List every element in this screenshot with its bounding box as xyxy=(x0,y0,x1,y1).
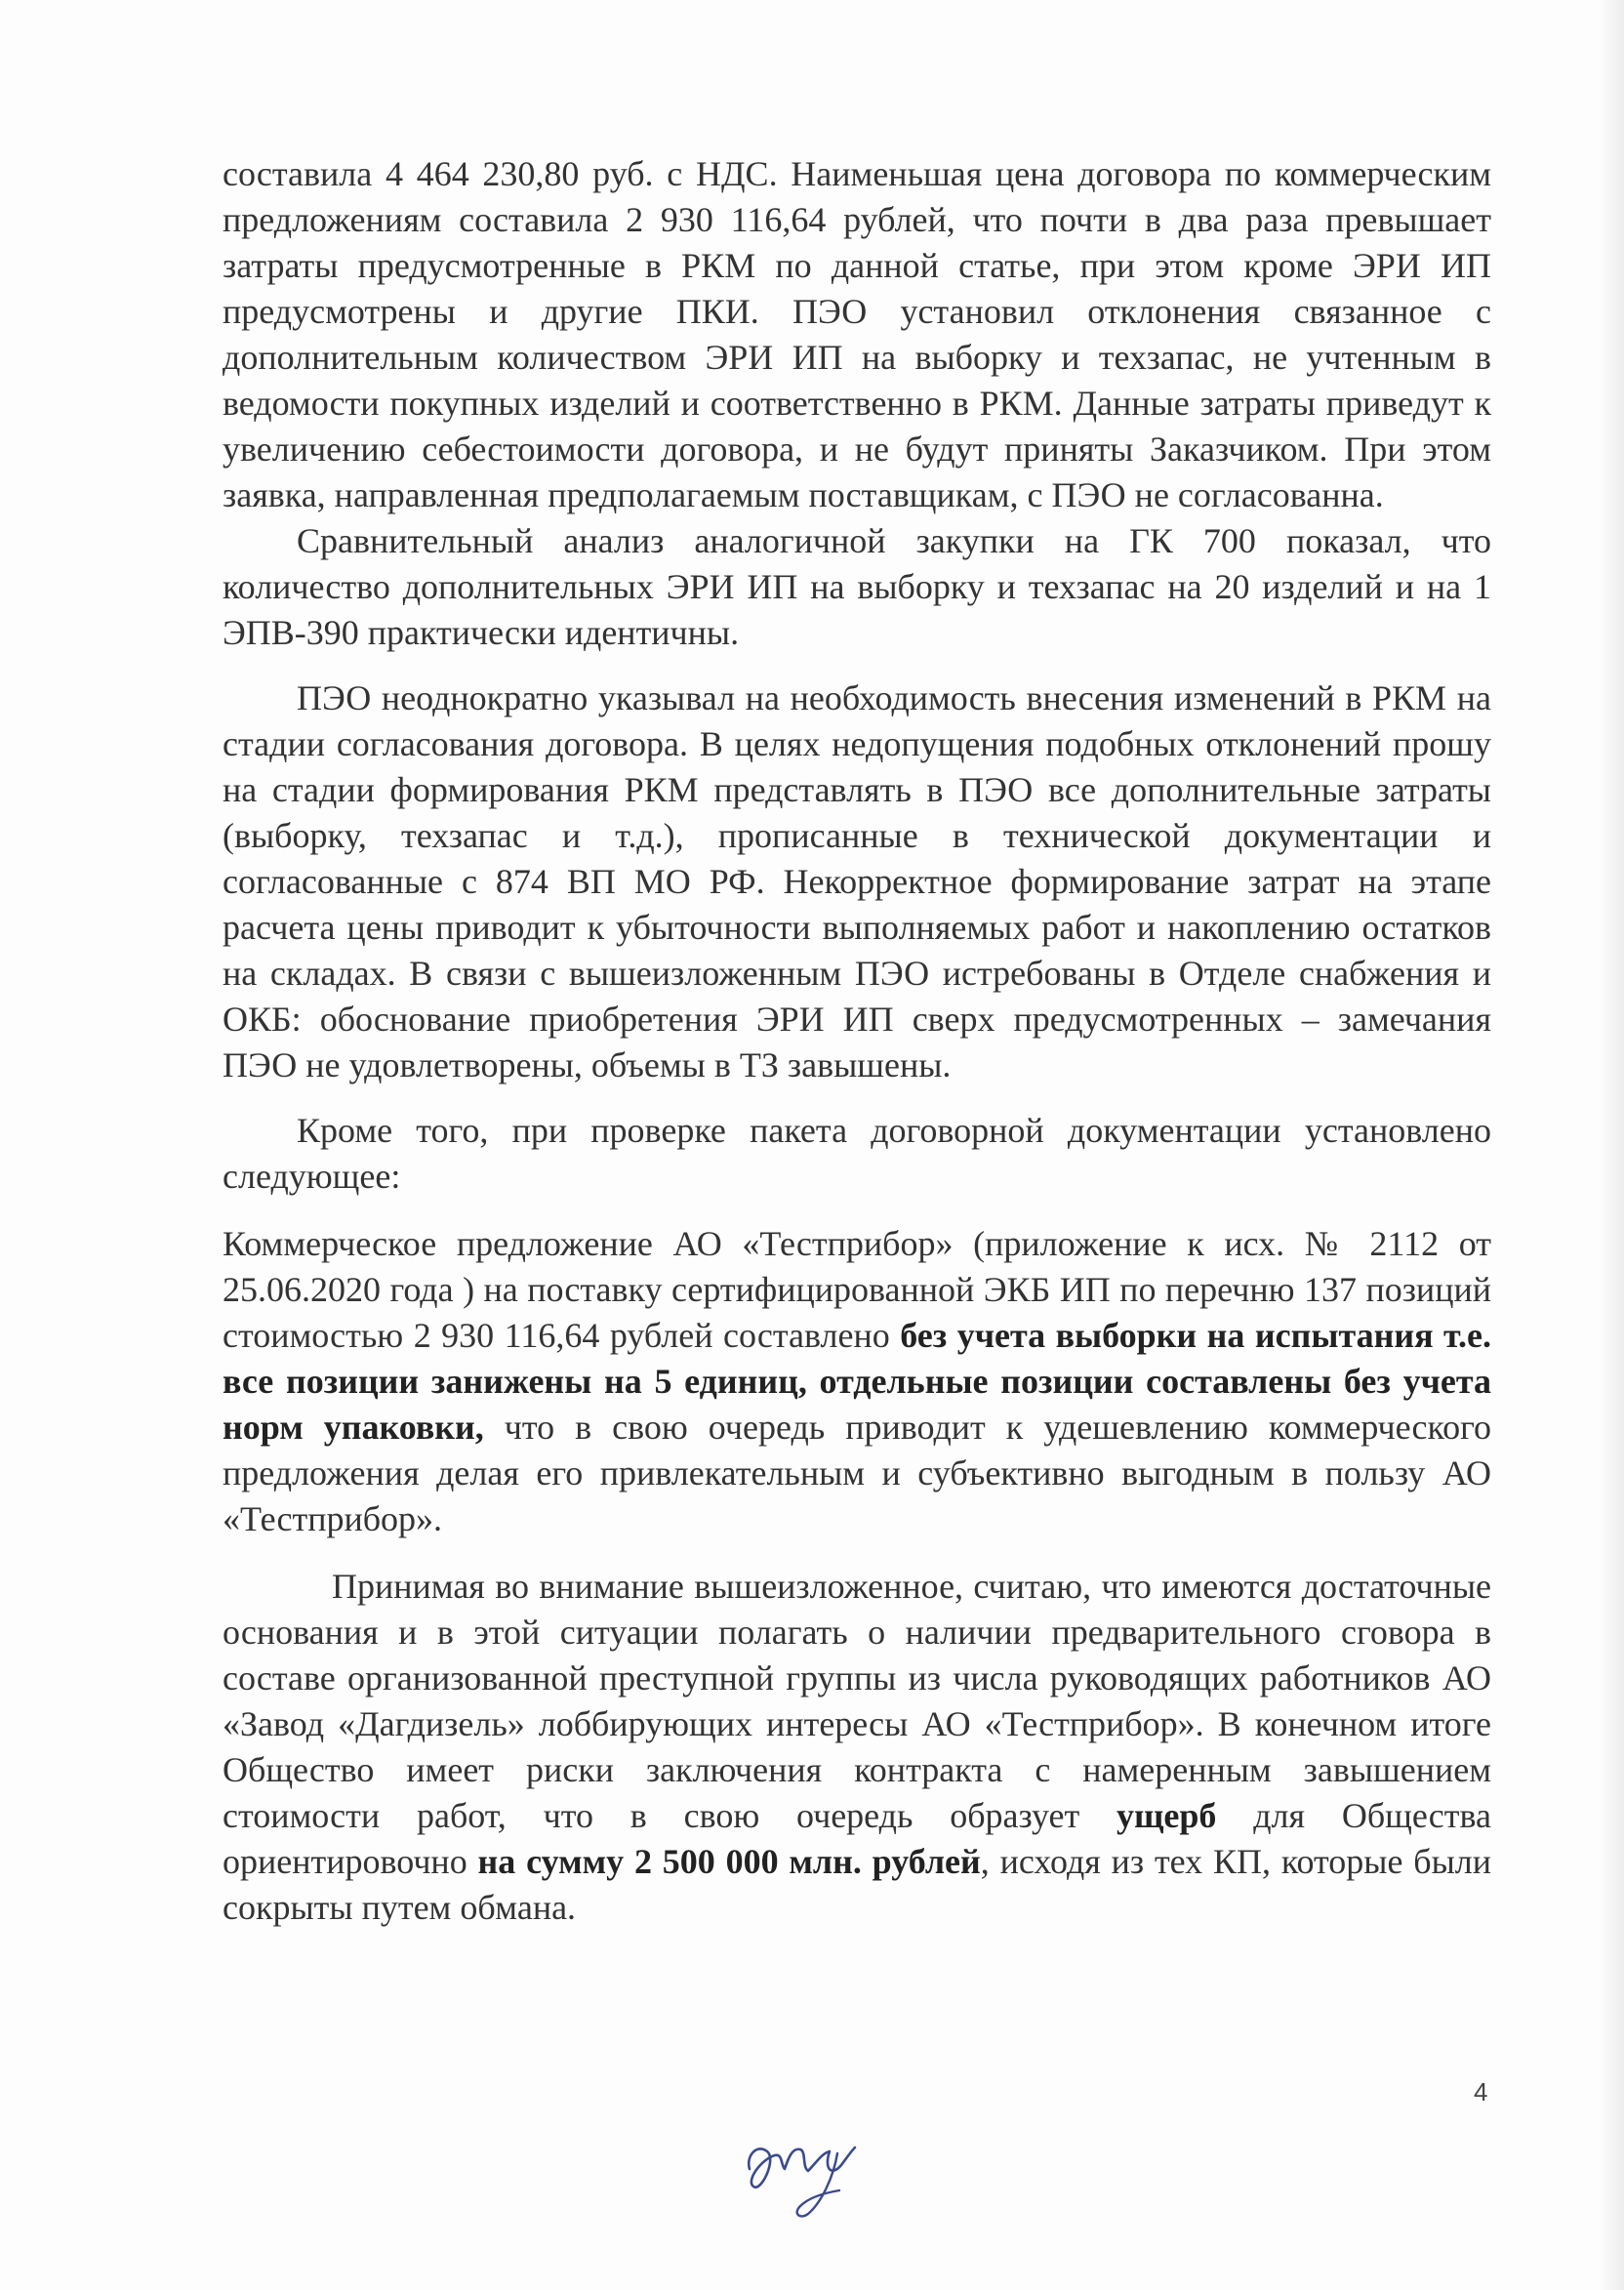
paragraph-6-emphasis-amount: на сумму 2 500 000 млн. рублей xyxy=(477,1842,981,1881)
paragraph-5 xyxy=(223,1221,1491,1542)
document-body xyxy=(223,151,1491,1931)
scan-edge-shadow xyxy=(1599,0,1624,2290)
paragraph-6-text-mid: для Общества ориентировочно xyxy=(223,1796,1491,1881)
paragraph-4: Кроме того, при проверке пакета договорной документации установлено следующее: xyxy=(223,1111,1491,1196)
paragraph-5-emphasis: без учета выборки на испытания т.е. все позиции занижены на 5 единиц, отдельные позиции составлены без учета норм упаковки, xyxy=(223,1316,1491,1447)
paragraph-5-text-end: что в свою очередь приводит к удешевлению коммерческого предложения делая его привлекательным и субъективно выгодным в пользу АО «Тестприбор». xyxy=(223,1408,1491,1538)
paragraph-1: составила 4 464 230,80 руб. с НДС. Наименьшая цена договора по коммерческим предложениям составила 2 930 116,64 рублей, что почти в два раза превышает затраты предусмотренные в РКМ по данной статье, при этом кроме ЭРИ ИП предусмотрены и другие ПКИ. ПЭО установил отклонения связанное с дополнительным количеством ЭРИ ИП на выборку и техзапас, не учтенным в ведомости покупных изделий и соответственно в РКМ. Данные затраты приведут к увеличению себестоимости договора, и не будут приняты Заказчиком. При этом заявка, направленная предполагаемым поставщикам, с ПЭО не согласованна. xyxy=(223,154,1491,514)
page-number: 4 xyxy=(1474,2077,1488,2106)
paragraph-6 xyxy=(223,1564,1491,1931)
paragraph-5-text: Коммерческое предложение АО «Тестприбор» (приложение к исх. № 2112 от 25.06.2020 года ) на поставку сертифицированной ЭКБ ИП по перечню 137 позиций стоимостью 2 930 116,64 рублей составлено xyxy=(223,1224,1491,1355)
paragraph-3: ПЭО неоднократно указывал на необходимость внесения изменений в РКМ на стадии согласования договора. В целях недопущения подобных отклонений прошу на стадии формирования РКМ представлять в ПЭО все дополнительные затраты (выборку, техзапас и т.д.), прописанные в технической документации и согласованные с 874 ВП МО РФ. Некорректное формирование затрат на этапе расчета цены приводит к убыточности выполняемых работ и накоплению остатков на складах. В связи с вышеизложенным ПЭО истребованы в Отделе снабжения и ОКБ: обоснование приобретения ЭРИ ИП сверх предусмотренных – замечания ПЭО не удовлетворены, объемы в ТЗ завышены. xyxy=(223,678,1491,1084)
paragraph-6-emphasis-damage: ущерб xyxy=(1116,1796,1217,1835)
paragraph-6-text: Принимая во внимание вышеизложенное, считаю, что имеются достаточные основания и в этой ситуации полагать о наличии предварительного сговора в составе организованной преступной группы из числа руководящих работников АО «Завод «Дагдизель» лоббирующих интересы АО «Тестприбор». В конечном итоге Общество имеет риски заключения контракта с намеренным завышением стоимости работ, что в свою очередь образует xyxy=(223,1567,1491,1835)
paragraph-2: Сравнительный анализ аналогичной закупки на ГК 700 показал, что количество дополнительных ЭРИ ИП на выборку и техзапас на 20 изделий и на 1 ЭПВ-390 практически идентичны. xyxy=(223,521,1491,652)
handwritten-signature-icon xyxy=(732,2108,888,2226)
paragraph-6-text-end: , исходя из тех КП, которые были сокрыты путем обмана. xyxy=(223,1842,1491,1927)
